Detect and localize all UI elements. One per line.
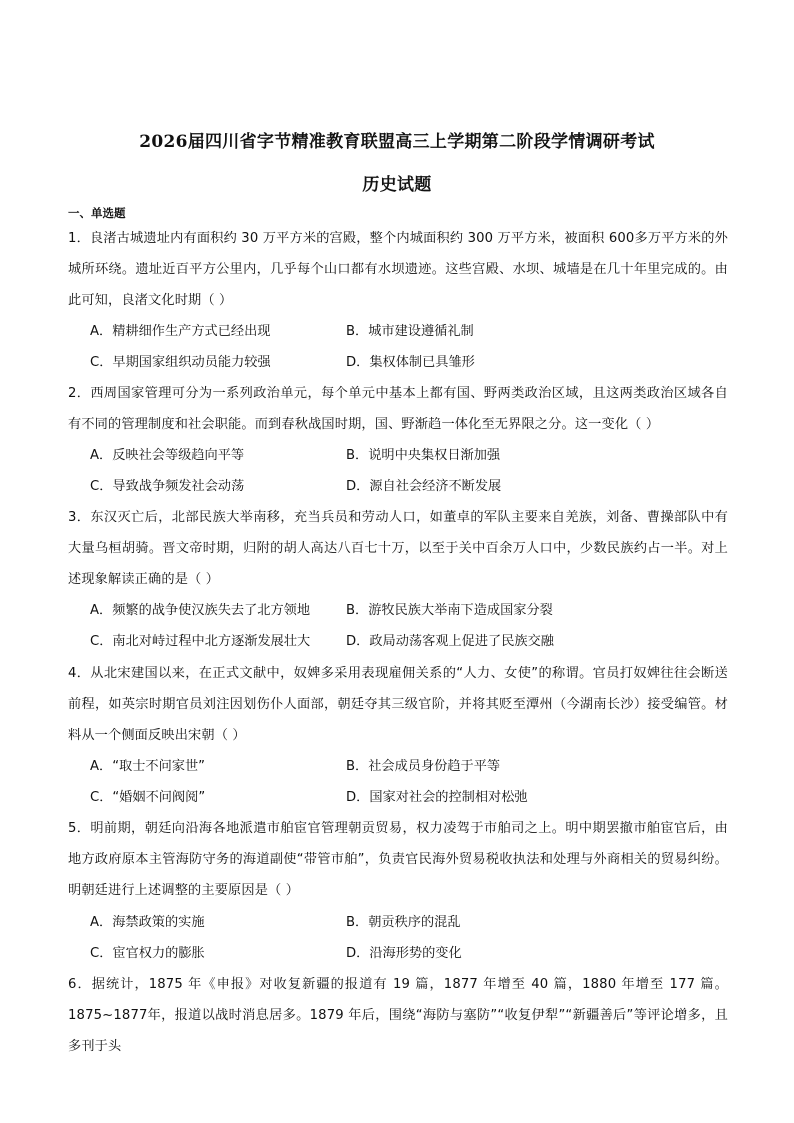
option-d: D．沿海形势的变化 [346,946,462,961]
option-d: D．集权体制已具雏形 [346,355,475,370]
option-c: C．宦官权力的膨胀 [90,946,205,961]
option-c: C．早期国家组织动员能力较强 [90,355,271,370]
option-b: B．朝贡秩序的混乱 [346,915,461,930]
option-d: D．源自社会经济不断发展 [346,479,502,494]
option-b: B．城市建设遵循礼制 [346,324,474,339]
option-a: A．反映社会等级趋向平等 [90,448,245,463]
options-row [90,626,730,657]
question-3-stem: 3．东汉灭亡后，北部民族大举南移，充当兵员和劳动人口，如董卓的军队主要来自羌族，刘备、曹操部队中有大量乌桓胡骑。晋文帝时期，归附的胡人高达八百七十万，以至于关中百余万人口中，少数民族约占一半。对上述现象解读正确的是（ ） [68,510,728,587]
exam-title: 2026届四川省字节精准教育联盟高三上学期第二阶段学情调研考试 [139,132,655,152]
options-row [90,595,730,626]
options-row [90,440,730,471]
option-c: C．导致战争频发社会动荡 [90,479,245,494]
options-row [90,347,730,378]
options-row [90,782,730,813]
question-1-stem: 1．良渚古城遗址内有面积约 30 万平方米的宫殿，整个内城面积约 300 万平方米，被面积 600多万平方米的外城所环绕。遗址近百平方公里内，几乎每个山口都有水坝遗迹。这些宫殿、水坝、城墙是在几十年里完成的。由此可知，良渚文化时期（ ） [68,231,728,308]
options-row [90,751,730,782]
option-a: A．“取士不问家世” [90,759,205,774]
option-a: A．精耕细作生产方式已经出现 [90,324,271,339]
option-a: A．频繁的战争使汉族失去了北方领地 [90,603,311,618]
exam-subject-title: 历史试题 [362,175,432,195]
options-row [90,907,730,938]
option-d: D．政局动荡客观上促进了民族交融 [346,634,554,649]
question-2-options [90,440,730,502]
option-d: D．国家对社会的控制相对松弛 [346,790,528,805]
options-row [90,316,730,347]
option-b: B．社会成员身份趋于平等 [346,759,501,774]
question-5-options [90,907,730,969]
question-3-options [90,595,730,657]
option-c: C．“婚姻不问阀阅” [90,790,206,805]
question-4-stem: 4．从北宋建国以来，在正式文献中，奴婢多采用表现雇佣关系的“人力、女使”的称谓。官员打奴婢往往会断送前程，如英宗时期官员刘注因划伤仆人面部，朝廷夺其三级官阶，并将其贬至潭州（今湖南长沙）接受编管。材料从一个侧面反映出宋朝（ ） [68,666,728,743]
option-b: B．游牧民族大举南下造成国家分裂 [346,603,553,618]
option-c: C．南北对峙过程中北方逐渐发展壮大 [90,634,311,649]
question-6-stem: 6．据统计，1875 年《申报》对收复新疆的报道有 19 篇，1877 年增至 40 篇，1880 年增至 177 篇。1875~1877年，报道以战时消息居多。1879 年后，围绕“海防与塞防”“收复伊犁”“新疆善后”等评论增多，且多刊于头 [68,977,728,1054]
question-4-options [90,751,730,813]
options-row [90,938,730,969]
question-2-stem: 2．西周国家管理可分为一系列政治单元，每个单元中基本上都有国、野两类政治区域，且这两类政治区域各自有不同的管理制度和社会职能。而到春秋战国时期，国、野渐趋一体化至无界限之分。这一变化（ ） [68,386,728,432]
question-1-options [90,316,730,378]
option-a: A．海禁政策的实施 [90,915,205,930]
question-5-stem: 5．明前期，朝廷向沿海各地派遣市舶宦官管理朝贡贸易，权力凌驾于市舶司之上。明中期罢撤市舶宦官后，由地方政府原本主管海防守务的海道副使“带管市舶”，负责官民海外贸易税收执法和处理与外商相关的贸易纠纷。明朝廷进行上述调整的主要原因是（ ） [68,821,728,898]
option-b: B．说明中央集权日渐加强 [346,448,501,463]
section-heading: 一、单选题 [68,206,126,220]
options-row [90,471,730,502]
